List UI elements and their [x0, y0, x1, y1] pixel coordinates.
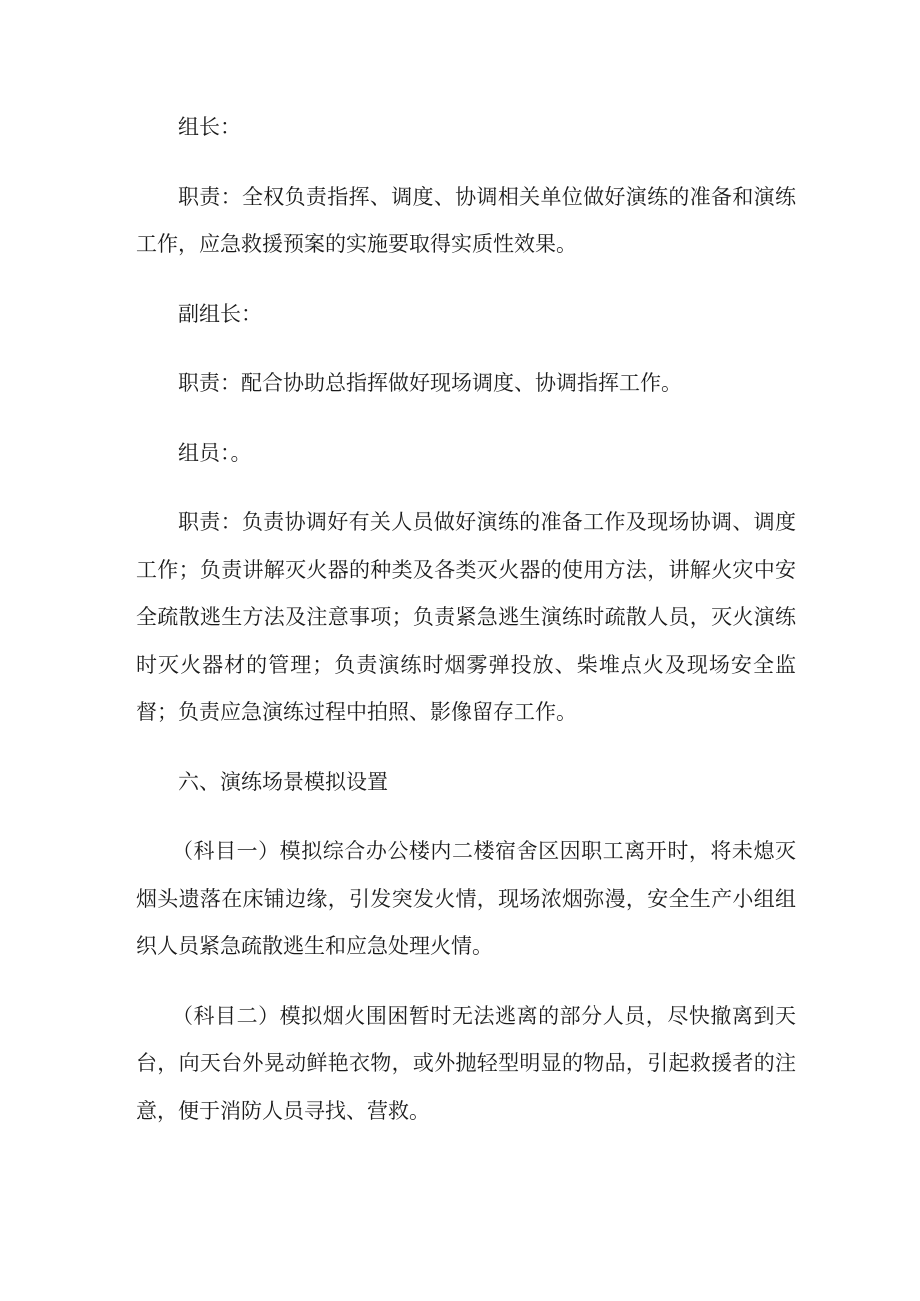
- deputy-leader-duty: 职责：配合协助总指挥做好现场调度、协调指挥工作。: [178, 371, 682, 395]
- member-duty: 职责：负责协调好有关人员做好演练的准备工作及现场协调、调度工作；负责讲解灭火器的种类及各类灭火器的使用方法，讲解火灾中安全疏散逃生方法及注意事项；负责紧急逃生演练时疏散人员，灭火演练时灭火器材的管理；负责演练时烟雾弹投放、柴堆点火及现场安全监督；负责应急演练过程中拍照、影像留存工作。: [136, 510, 796, 724]
- leader-heading: 组长：: [178, 115, 241, 139]
- subject-two: （科目二）模拟烟火围困暂时无法逃离的部分人员，尽快撤离到天台，向天台外晃动鲜艳衣物，或外抛轻型明显的物品，引起救援者的注意，便于消防人员寻找、营救。: [136, 1003, 796, 1123]
- subject-one: （科目一）模拟综合办公楼内二楼宿舍区因职工离开时，将未熄灭烟头遗落在床铺边缘，引发突发火情，现场浓烟弥漫，安全生产小组组织人员紧急疏散逃生和应急处理火情。: [136, 839, 796, 958]
- deputy-leader-heading: 副组长：: [178, 301, 262, 326]
- section-six-heading: 六、演练场景模拟设置: [178, 769, 388, 794]
- leader-duty: 职责：全权负责指挥、调度、协调相关单位做好演练的准备和演练工作，应急救援预案的实施要取得实质性效果。: [136, 184, 796, 256]
- member-heading: 组员：。: [178, 440, 252, 465]
- document-body: [136, 104, 796, 1135]
